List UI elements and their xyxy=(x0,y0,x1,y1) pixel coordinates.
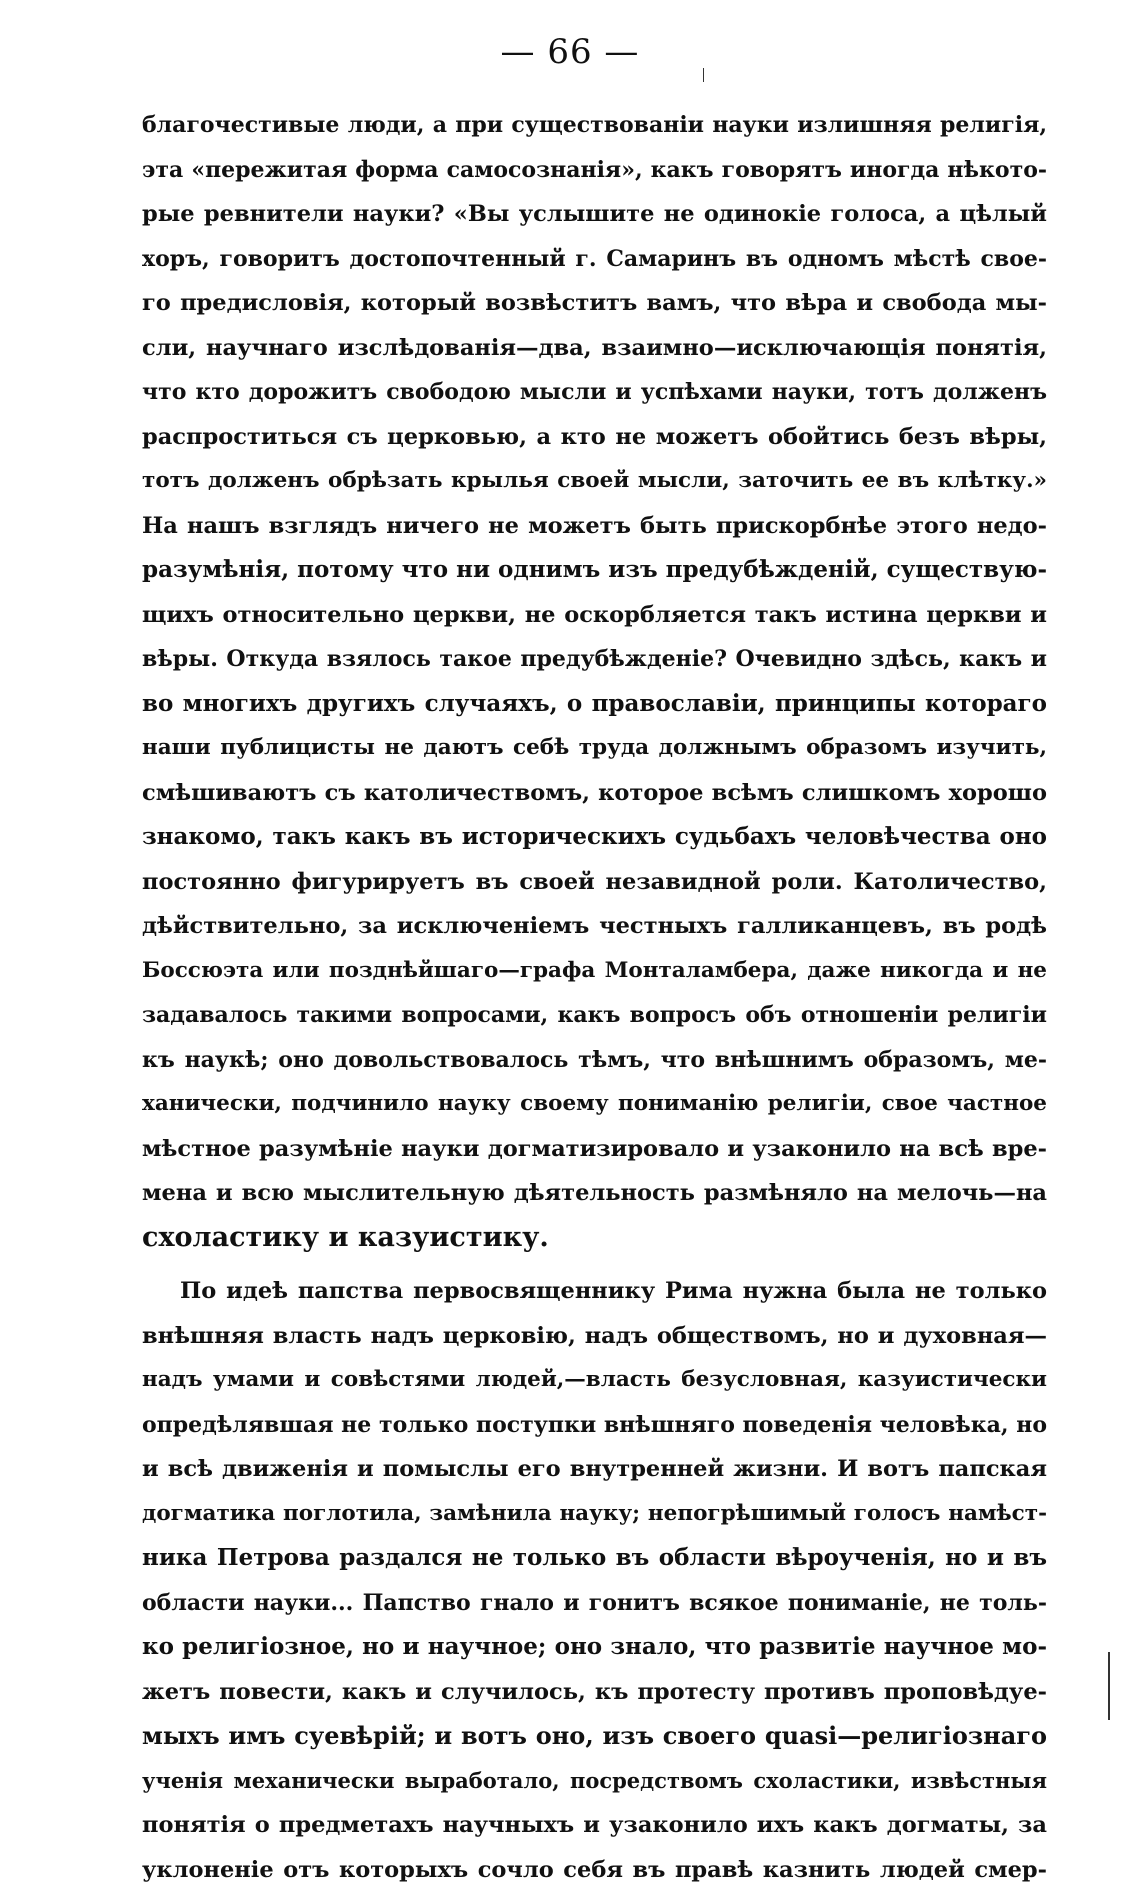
text-line: внѣшняя власть надъ церковію, надъ обществомъ, но и духовная— xyxy=(142,1314,1047,1359)
text-line: мена и всю мыслительную дѣятельность размѣняло на мелочь—на xyxy=(142,1171,1047,1216)
paragraph-2 xyxy=(142,1269,1047,1892)
text-line: во многихъ другихъ случаяхъ, о православіи, принципы котораго xyxy=(142,682,1047,727)
text-line: разумѣнія, потому что ни однимъ изъ предубѣжденій, существую- xyxy=(142,548,1047,593)
text-line: На нашъ взглядъ ничего не можетъ быть прискорбнѣе этого недо- xyxy=(142,504,1047,549)
text-line: мѣстное разумѣніе науки догматизировало и узаконило на всѣ вре- xyxy=(142,1127,1047,1172)
text-line: знакомо, такъ какъ въ историческихъ судьбахъ человѣчества оно xyxy=(142,815,1047,860)
text-line: задавалось такими вопросами, какъ вопросъ объ отношеніи религіи xyxy=(142,993,1047,1038)
text-line: распроститься съ церковью, а кто не можетъ обойтись безъ вѣры, xyxy=(142,415,1047,460)
text-line: сли, научнаго изслѣдованія—два, взаимно—исключающія понятія, xyxy=(142,326,1047,371)
text-line: ника Петрова раздался не только въ области вѣроученія, но и въ xyxy=(142,1536,1047,1581)
text-line: догматика поглотила, замѣнила науку; непогрѣшимый голосъ намѣст- xyxy=(142,1492,1047,1537)
text-line: По идеѣ папства первосвященнику Рима нужна была не только xyxy=(142,1269,1047,1314)
paragraph-gap xyxy=(142,1260,1047,1269)
text-line: смѣшиваютъ съ католичествомъ, которое всѣмъ слишкомъ хорошо xyxy=(142,771,1047,816)
text-line: опредѣлявшая не только поступки внѣшняго поведенія человѣка, но xyxy=(142,1403,1047,1448)
text-line: мыхъ имъ суевѣрій; и вотъ оно, изъ своего quasi—религіознаго xyxy=(142,1714,1047,1759)
text-line: понятія о предметахъ научныхъ и узаконило ихъ какъ догматы, за xyxy=(142,1803,1047,1848)
text-line: ханически, подчинило науку своему пониманію религіи, свое частное xyxy=(142,1082,1047,1127)
text-line: Боссюэта или позднѣйшаго—графа Монталамбера, даже никогда и не xyxy=(142,949,1047,994)
text-line: области науки... Папство гнало и гонитъ всякое пониманіе, не толь- xyxy=(142,1581,1047,1626)
text-line: жетъ повести, какъ и случилось, къ протесту противъ проповѣдуе- xyxy=(142,1670,1047,1715)
text-line: что кто дорожитъ свободою мысли и успѣхами науки, тотъ долженъ xyxy=(142,370,1047,415)
text-line: го предисловія, который возвѣститъ вамъ, что вѣра и свобода мы- xyxy=(142,281,1047,326)
text-line: вѣры. Откуда взялось такое предубѣжденіе? Очевидно здѣсь, какъ и xyxy=(142,637,1047,682)
margin-mark-bottom xyxy=(1108,1652,1110,1720)
text-line: тотъ долженъ обрѣзать крылья своей мысли, заточить ее въ клѣтку.» xyxy=(142,459,1047,504)
paragraph-1 xyxy=(142,103,1047,1260)
text-line: щихъ относительно церкви, не оскорбляется такъ истина церкви и xyxy=(142,593,1047,638)
text-line: схоластику и казуистику. xyxy=(142,1216,1047,1261)
text-line: благочестивые люди, а при существованіи науки излишняя религія, xyxy=(142,103,1047,148)
text-line: постоянно фигурируетъ въ своей незавидной роли. Католичество, xyxy=(142,860,1047,905)
text-line: наши публицисты не даютъ себѣ труда должнымъ образомъ изучить, xyxy=(142,726,1047,771)
text-line: къ наукѣ; оно довольствовалось тѣмъ, что внѣшнимъ образомъ, ме- xyxy=(142,1038,1047,1083)
text-line: ко религіозное, но и научное; оно знало, что развитіе научное мо- xyxy=(142,1625,1047,1670)
text-line: надъ умами и совѣстями людей,—власть безусловная, казуистически xyxy=(142,1358,1047,1403)
text-line: ученія механически выработало, посредствомъ схоластики, извѣстныя xyxy=(142,1759,1047,1804)
text-line: и всѣ движенія и помыслы его внутренней жизни. И вотъ папская xyxy=(142,1447,1047,1492)
body-text xyxy=(142,103,1047,1892)
margin-mark-top xyxy=(703,68,704,82)
text-line: уклоненіе отъ которыхъ сочло себя въ правѣ казнить людей смер- xyxy=(142,1848,1047,1892)
text-line: дѣйствительно, за исключеніемъ честныхъ галликанцевъ, въ родѣ xyxy=(142,904,1047,949)
text-line: рые ревнители науки? «Вы услышите не одинокіе голоса, а цѣлый xyxy=(142,192,1047,237)
page-number: — 66 — xyxy=(0,32,1140,72)
text-line: хоръ, говоритъ достопочтенный г. Самаринъ въ одномъ мѣстѣ свое- xyxy=(142,237,1047,282)
text-line: эта «пережитая форма самосознанія», какъ говорятъ иногда нѣкото- xyxy=(142,148,1047,193)
